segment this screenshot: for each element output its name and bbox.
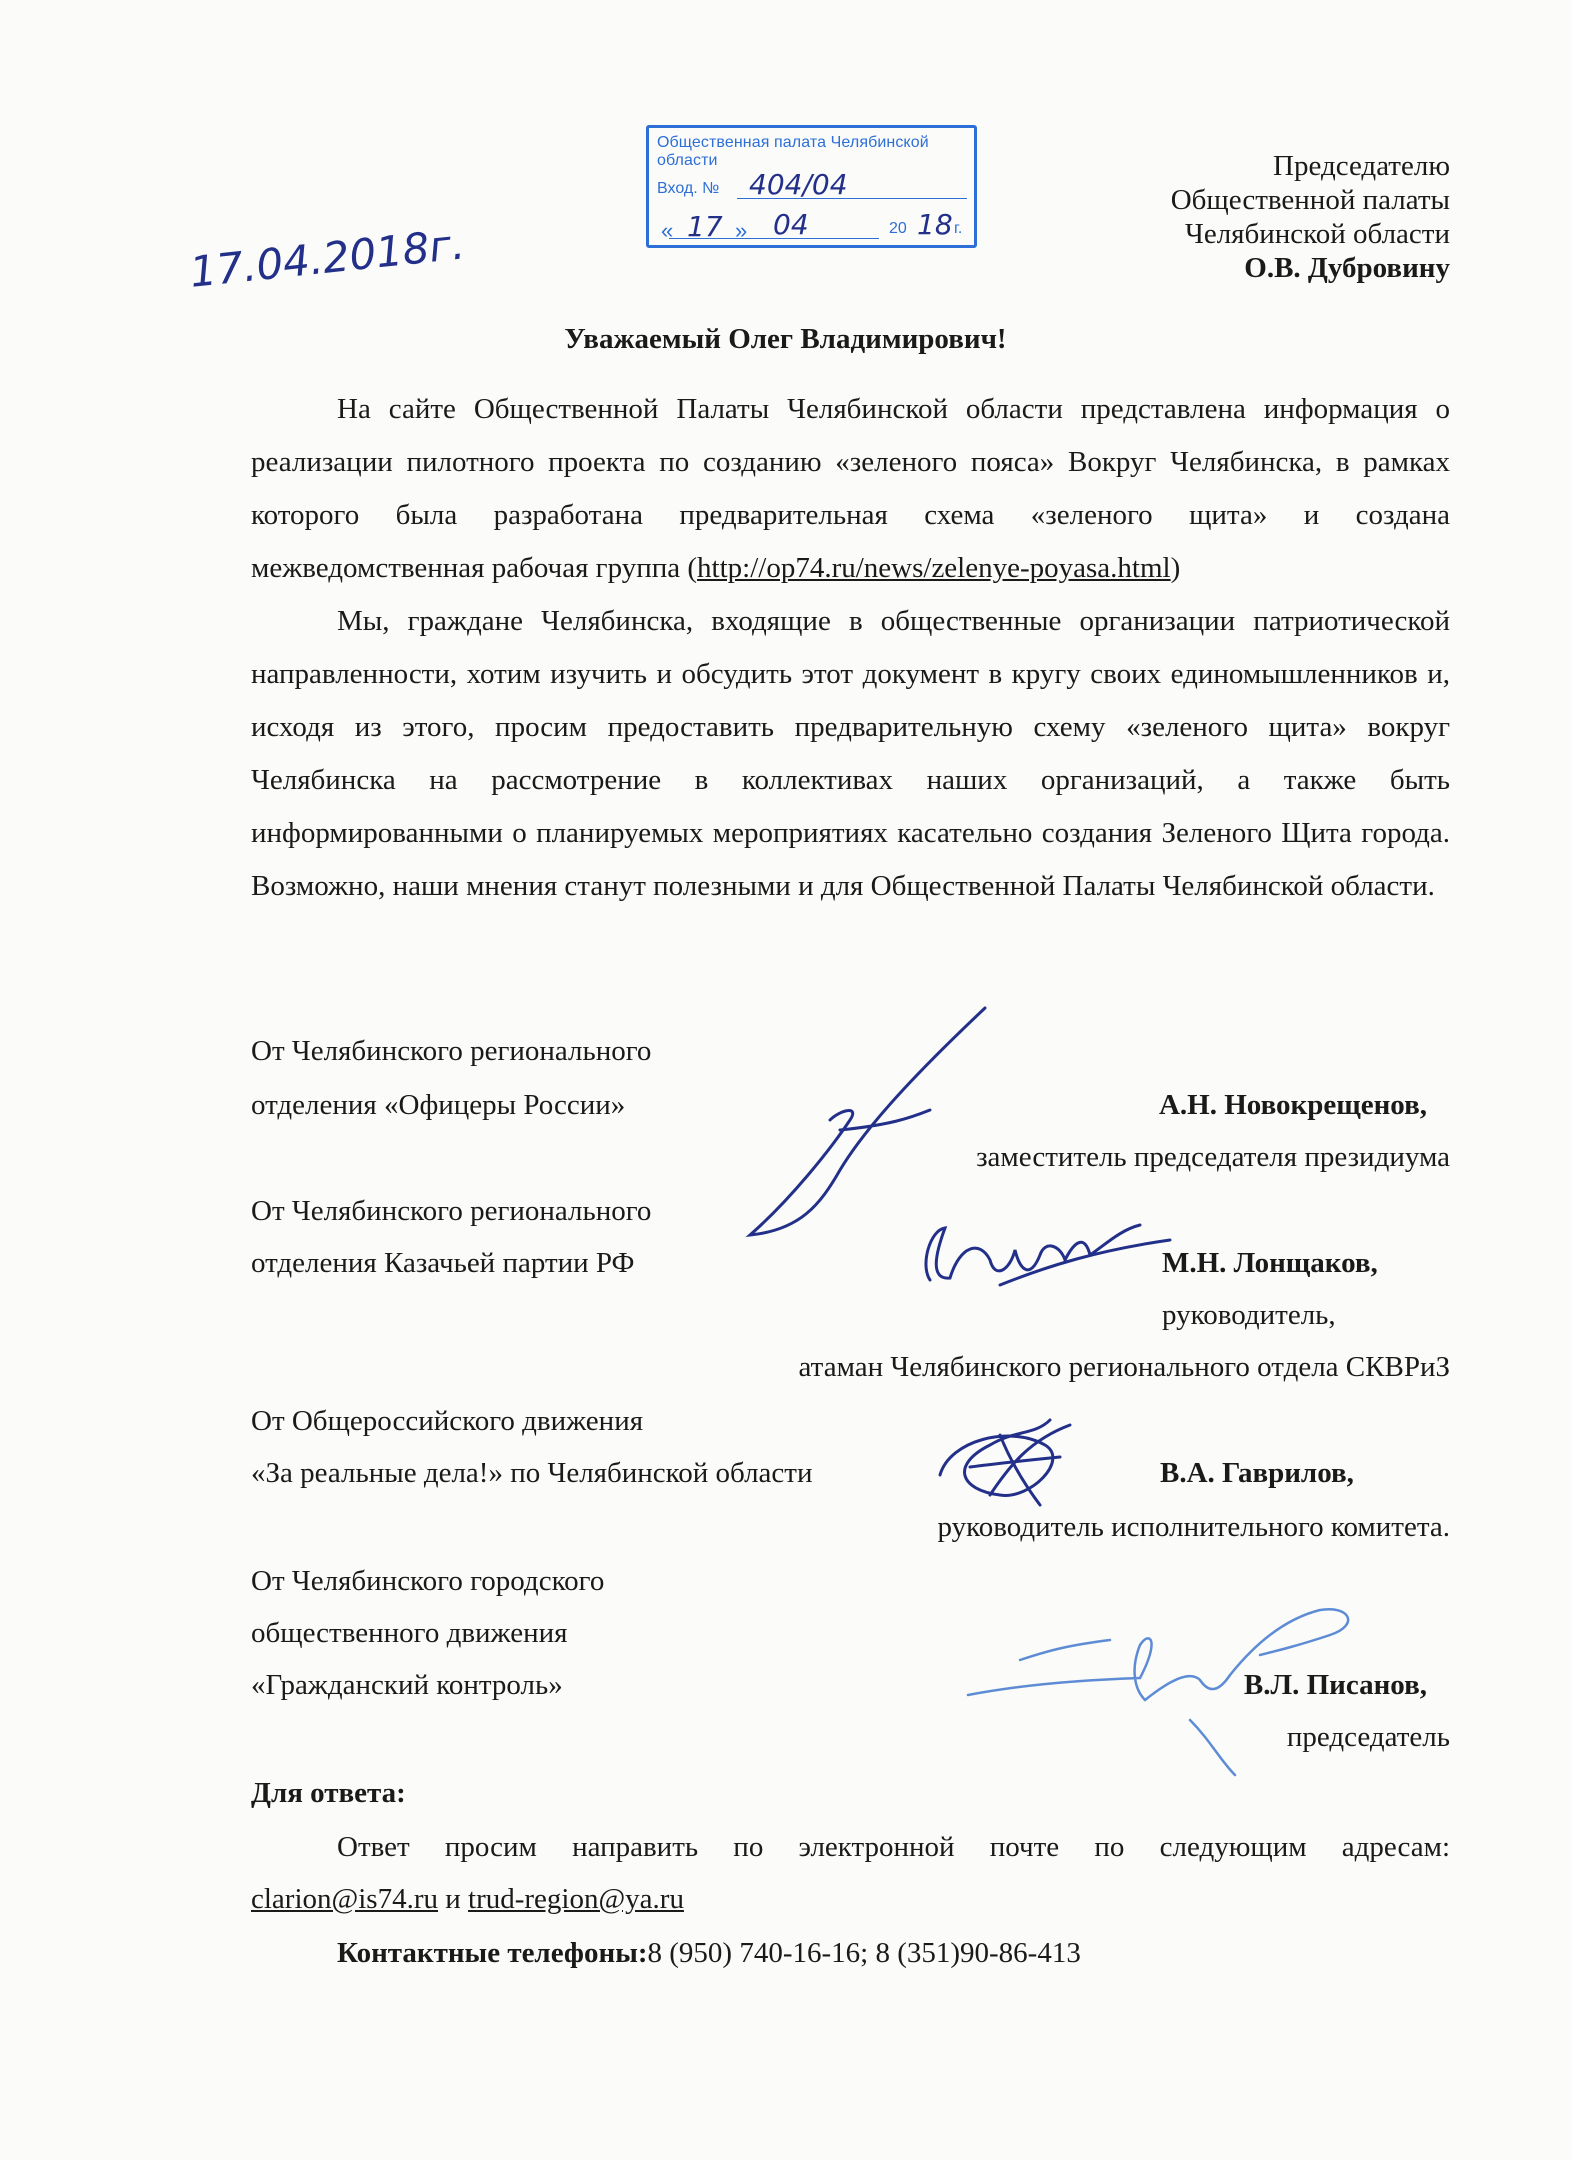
sig1-org-line1: От Челябинского регионального [251, 1035, 652, 1067]
sig1-name: А.Н. Новокрещенов, [1158, 1089, 1427, 1121]
stamp-title: Общественная палата Челябинской области [657, 134, 929, 169]
sig2-position: руководитель, [1162, 1299, 1336, 1331]
paragraph1-tail: ) [1170, 552, 1181, 584]
stamp-quote-open: « [661, 218, 674, 243]
stamp-incoming-label: Вход. № [657, 180, 720, 197]
sig2-org-line2: отделения Казачьей партии РФ [251, 1247, 635, 1279]
signature-gavrilov [930, 1405, 1090, 1515]
signature-novokreshchenov [730, 1000, 990, 1240]
addressee-line1: Председателю [1273, 150, 1450, 182]
sig1-position: заместитель председателя президиума [976, 1141, 1450, 1173]
stamp-year-end: г. [954, 220, 963, 237]
sig3-org-line1: От Общероссийского движения [251, 1405, 644, 1437]
phones-value: 8 (950) 740-16-16; 8 (351)90-86-413 [647, 1937, 1081, 1969]
sig2-position2: атаман Челябинского регионального отдела СКВРиЗ [798, 1351, 1450, 1383]
addressee-line2: Общественной палаты [1170, 184, 1450, 216]
stamp-incoming-number: 404/04 [749, 168, 848, 201]
sig4-org-line2: общественного движения [251, 1617, 568, 1649]
sig4-org-line1: От Челябинского городского [251, 1565, 605, 1597]
email-link-1[interactable]: clarion@is74.ru [251, 1883, 438, 1915]
stamp-month: 04 [773, 208, 809, 241]
sig4-org-line3: «Гражданский контроль» [251, 1669, 563, 1701]
sig3-name: В.А. Гаврилов, [1160, 1457, 1354, 1489]
contact-phones [337, 1934, 1081, 1972]
reply-text: Ответ просим направить по электронной почте по следующим адресам: [337, 1831, 1450, 1863]
sig4-position: председатель [1286, 1721, 1450, 1753]
body-paragraph-2: Мы, граждане Челябинска, входящие в общественные организации патриотической направленности, хотим изучить и обсудить этот документ в кругу своих единомышленников и, исходя из этого, просим предоставить предварительную схему «зеленого щита» вокруг Челябинска на рассмотрение в коллективах наших организаций, а также быть информированными о планируемых мероприятиях касательно создания Зеленого Щита города. Возможно, наши мнения станут полезными и для Общественной Палаты Челябинской области. [251, 605, 1450, 902]
sig3-org-line2: «За реальные дела!» по Челябинской области [251, 1457, 813, 1489]
phones-label: Контактные телефоны: [337, 1937, 648, 1969]
stamp-year-prefix: 20 [889, 220, 907, 237]
email-conjunction: и [445, 1883, 461, 1915]
stamp-day: 17 [687, 210, 723, 243]
signature-lonshchakov [900, 1210, 1180, 1300]
handwritten-date: 17.04.2018г. [187, 219, 467, 297]
incoming-stamp [646, 125, 977, 248]
salutation: Уважаемый Олег Владимирович! [564, 323, 1007, 355]
sig4-name: В.Л. Писанов, [1243, 1669, 1427, 1701]
sig2-org-line1: От Челябинского регионального [251, 1195, 652, 1227]
reply-heading: Для ответа: [251, 1777, 406, 1809]
email-link-2[interactable]: trud-region@ya.ru [468, 1883, 684, 1915]
paragraph1-text: На сайте Общественной Палаты Челябинской области представлена информация о реализации пилотного проекта по созданию «зеленого пояса» Вокруг Челябинска, в рамках которого была разработана предварительная схема «зеленого щита» и создана межведомственная рабочая группа ( [251, 393, 1450, 584]
body-paragraph-1 [251, 383, 1450, 595]
addressee-name: О.В. Дубровину [1244, 252, 1450, 284]
stamp-year-suffix: 18 [917, 208, 953, 241]
reply-emails [251, 1880, 684, 1918]
sig2-name: М.Н. Лонщаков, [1162, 1247, 1378, 1279]
addressee-line3: Челябинской области [1184, 218, 1450, 250]
sig1-org-line2: отделения «Офицеры России» [251, 1089, 626, 1121]
stamp-date-line [669, 238, 879, 239]
stamp-quote-close: » [735, 218, 748, 243]
source-link[interactable]: http://op74.ru/news/zelenye-poyasa.html [697, 552, 1171, 584]
sig3-position: руководитель исполнительного комитета. [937, 1511, 1450, 1543]
